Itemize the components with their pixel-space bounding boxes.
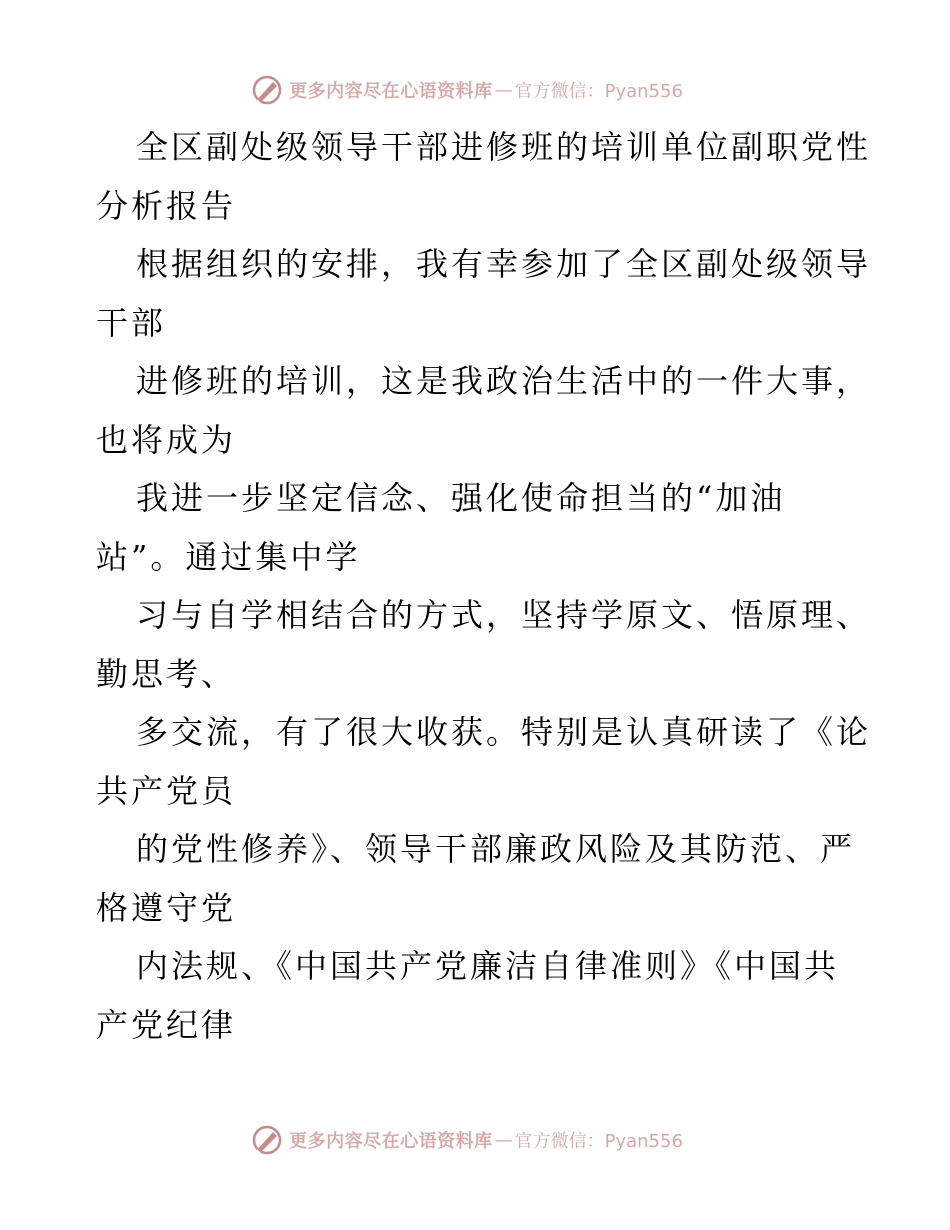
text-line: 站”。通过集中学 — [96, 537, 361, 576]
text-line: 根据组织的安排，我有幸参加了全区副处级领导 — [136, 245, 872, 283]
pen-logo-icon — [251, 74, 283, 106]
watermark-separator: — — [494, 1129, 513, 1151]
watermark-separator: — — [494, 79, 513, 101]
pen-logo-icon — [251, 1124, 283, 1156]
text-line: 也将成为 — [96, 420, 237, 459]
text-line: 共产党员 — [96, 771, 237, 810]
footer-watermark — [0, 1122, 950, 1158]
text-line: 内法规、《中国共产党廉洁自律准则》《中国共 — [136, 947, 840, 985]
watermark-text: 更多内容尽在心语资料库 — [289, 1131, 493, 1152]
watermark-contact: 官方微信：Pyan556 — [514, 1131, 683, 1152]
text-line: 分析报告 — [96, 186, 237, 225]
text-line: 全区副处级领导干部进修班的培训单位副职党性 — [136, 128, 872, 166]
document-body — [96, 118, 872, 1054]
text-line: 我进一步坚定信念、强化使命担当的“加油 — [136, 479, 786, 517]
text-line: 进修班的培训，这是我政治生活中的一件大事， — [136, 362, 872, 400]
text-line: 产党纪律 — [96, 1005, 237, 1044]
text-line: 的党性修养》、领导干部廉政风险及其防范、严 — [136, 830, 856, 868]
text-line: 干部 — [96, 303, 167, 342]
watermark-text: 更多内容尽在心语资料库 — [289, 81, 493, 102]
text-line: 多交流，有了很大收获。特别是认真研读了《论 — [136, 713, 872, 751]
text-line: 习与自学相结合的方式，坚持学原文、悟原理、 — [136, 596, 872, 634]
watermark-contact: 官方微信：Pyan556 — [514, 81, 683, 102]
header-watermark — [0, 72, 950, 108]
text-line: 格遵守党 — [96, 888, 237, 927]
text-line: 勤思考、 — [96, 654, 237, 693]
